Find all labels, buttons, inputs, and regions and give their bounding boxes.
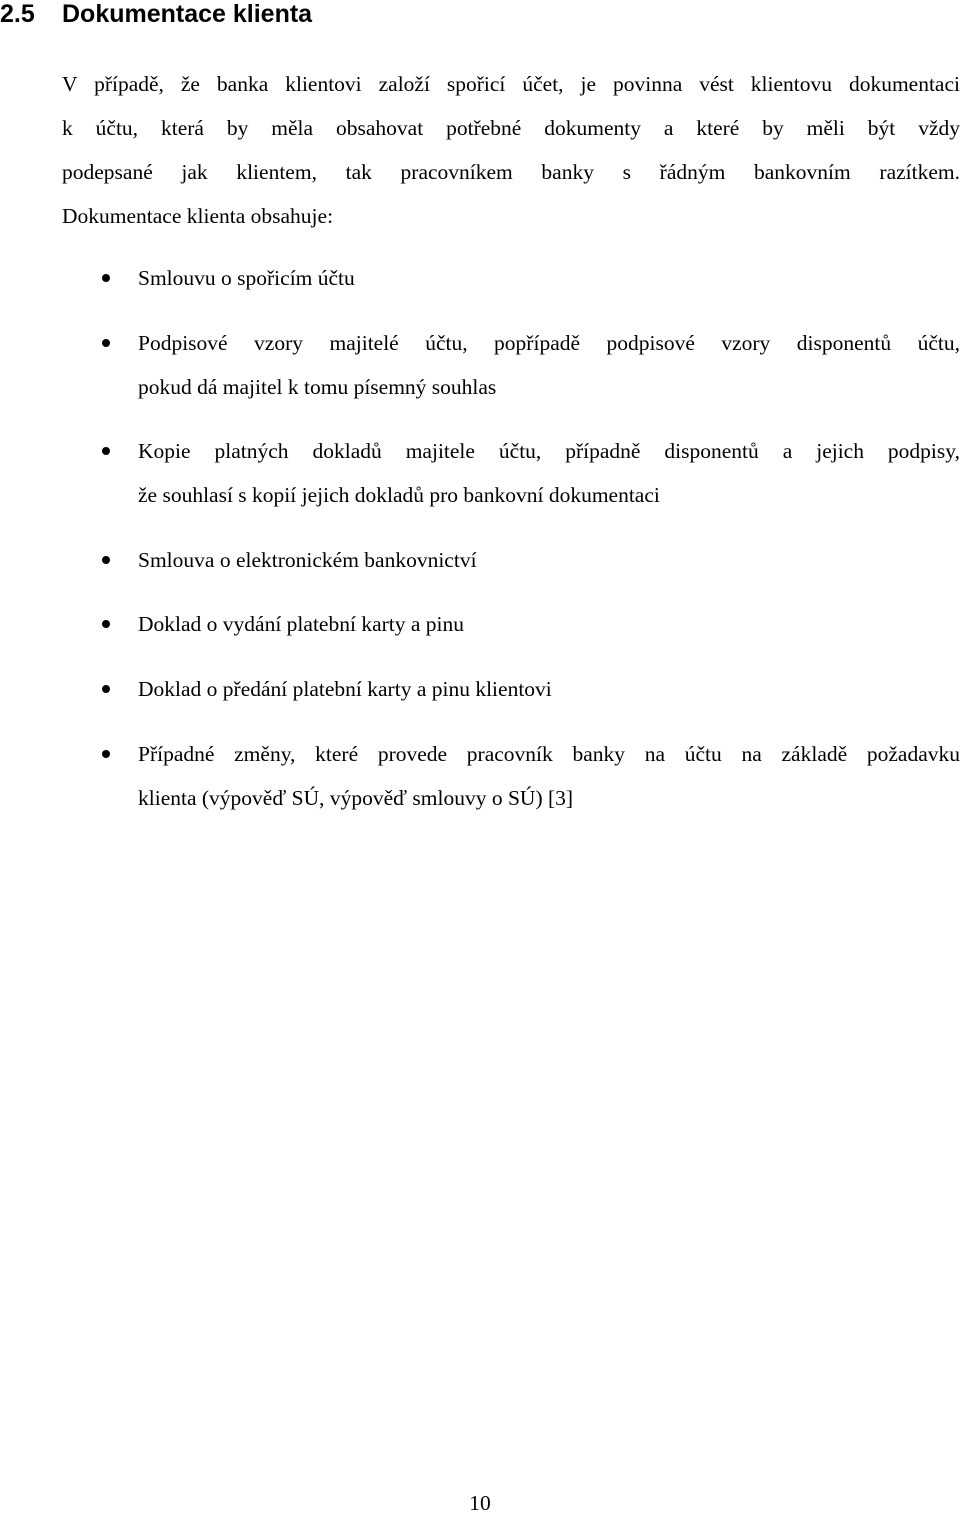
list-item [138, 321, 960, 409]
list-item-text: Doklad o vydání platební karty a pinu [138, 612, 465, 636]
list-item-text: Případné změny, které provede pracovník banky na účtu na základě požadavku [138, 742, 960, 766]
list-item-text: Podpisové vzory majitelé účtu, popřípadě podpisové vzory disponentů účtu, [138, 331, 960, 355]
page-number: 10 [469, 1491, 491, 1515]
intro-line: k účtu, která by měla obsahovat potřebné dokumenty a které by měli být vždy [62, 116, 960, 140]
bullet-dot-icon [102, 750, 110, 758]
list-item-text: Smlouvu o spořicím účtu [138, 266, 355, 290]
section-number: 2.5 [0, 0, 35, 28]
intro-line: podepsané jak klientem, tak pracovníkem banky s řádným bankovním razítkem. [62, 160, 960, 184]
list-item-text: Doklad o předání platební karty a pinu klientovi [138, 677, 552, 701]
list-item [138, 667, 960, 711]
bullet-dot-icon [102, 447, 110, 455]
list-item [138, 538, 960, 582]
intro-paragraph [62, 62, 960, 238]
list-item-text: pokud dá majitel k tomu písemný souhlas [138, 375, 497, 399]
section-title: Dokumentace klienta [62, 0, 313, 28]
intro-line: V případě, že banka klientovi založí spořicí účet, je povinna vést klientovu dokumentaci [62, 72, 960, 96]
list-item [138, 732, 960, 820]
bullet-dot-icon [102, 685, 110, 693]
list-item [138, 256, 960, 300]
list-item-text: klienta (výpověď SÚ, výpověď smlouvy o SÚ) [3] [138, 786, 574, 810]
list-item [138, 429, 960, 517]
list-item-text: Smlouva o elektronickém bankovnictví [138, 548, 477, 572]
list-item-text: Kopie platných dokladů majitele účtu, případně disponentů a jejich podpisy, [138, 439, 960, 463]
bullet-dot-icon [102, 556, 110, 564]
intro-line: Dokumentace klienta obsahuje: [62, 204, 334, 228]
bullet-dot-icon [102, 620, 110, 628]
bullet-dot-icon [102, 274, 110, 282]
section-heading [0, 0, 312, 28]
list-item [138, 602, 960, 646]
bullet-dot-icon [102, 339, 110, 347]
list-item-text: že souhlasí s kopií jejich dokladů pro bankovní dokumentaci [138, 483, 660, 507]
